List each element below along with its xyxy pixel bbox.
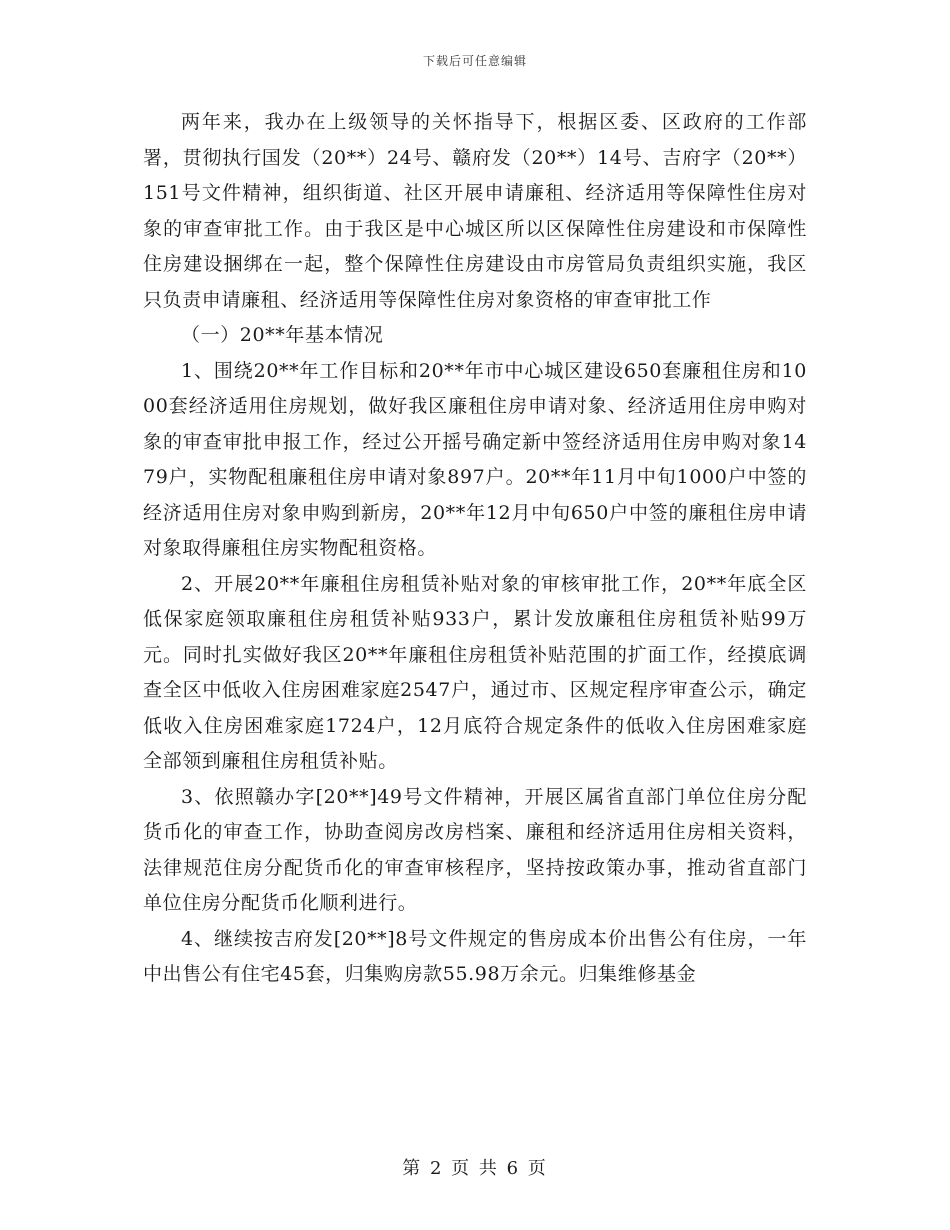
paragraph-item-2: 2、开展20**年廉租住房租赁补贴对象的审核审批工作，20**年底全区低保家庭领取廉租住房租赁补贴933户，累计发放廉租住房租赁补贴99万元。同时扎实做好我区20**年廉租住房租赁补贴范围的扩面工作，经摸底调查全区中低收入住房困难家庭2547户，通过市、区规定程序审查公示，确定低收入住房困难家庭1724户，12月底符合规定条件的低收入住房困难家庭全部领到廉租住房租赁补贴。	[143, 572, 807, 772]
section-heading: （一）20**年基本情况	[181, 324, 384, 346]
paragraph-item-1: 1、围绕20**年工作目标和20**年市中心城区建设650套廉租住房和1000套经济适用住房规划，做好我区廉租住房申请对象、经济适用住房申购对象的审查审批申报工作，经过公开摇号确定新中签经济适用住房申购对象1479户，实物配租廉租住房申请对象897户。20**年11月中旬1000户中签的经济适用住房对象申购到新房，20**年12月中旬650户中签的廉租住房申请对象取得廉租住房实物配租资格。	[143, 359, 807, 559]
paragraph-item-4: 4、继续按吉府发[20**]8号文件规定的售房成本价出售公有住房，一年中出售公有住宅45套，归集购房款55.98万余元。归集维修基金	[143, 927, 807, 985]
paragraph-intro: 两年来，我办在上级领导的关怀指导下，根据区委、区政府的工作部署，贯彻执行国发（20**）24号、赣府发（20**）14号、吉府字（20**）151号文件精神，组织街道、社区开展申请廉租、经济适用等保障性住房对象的审查审批工作。由于我区是中心城区所以区保障性住房建设和市保障性住房建设捆绑在一起，整个保障性住房建设由市房管局负责组织实施，我区只负责申请廉租、经济适用等保障性住房对象资格的审查审批工作	[143, 111, 807, 311]
document-body	[143, 105, 807, 993]
page-number: 第 2 页 共 6 页	[402, 1158, 548, 1179]
page-header-note: 下载后可任意编辑	[422, 54, 527, 68]
paragraph-item-3: 3、依照赣办字[20**]49号文件精神，开展区属省直部门单位住房分配货币化的审查工作，协助查阅房改房档案、廉租和经济适用住房相关资料，法律规范住房分配货币化的审查审核程序，坚持按政策办事，推动省直部门单位住房分配货币化顺利进行。	[143, 785, 807, 914]
